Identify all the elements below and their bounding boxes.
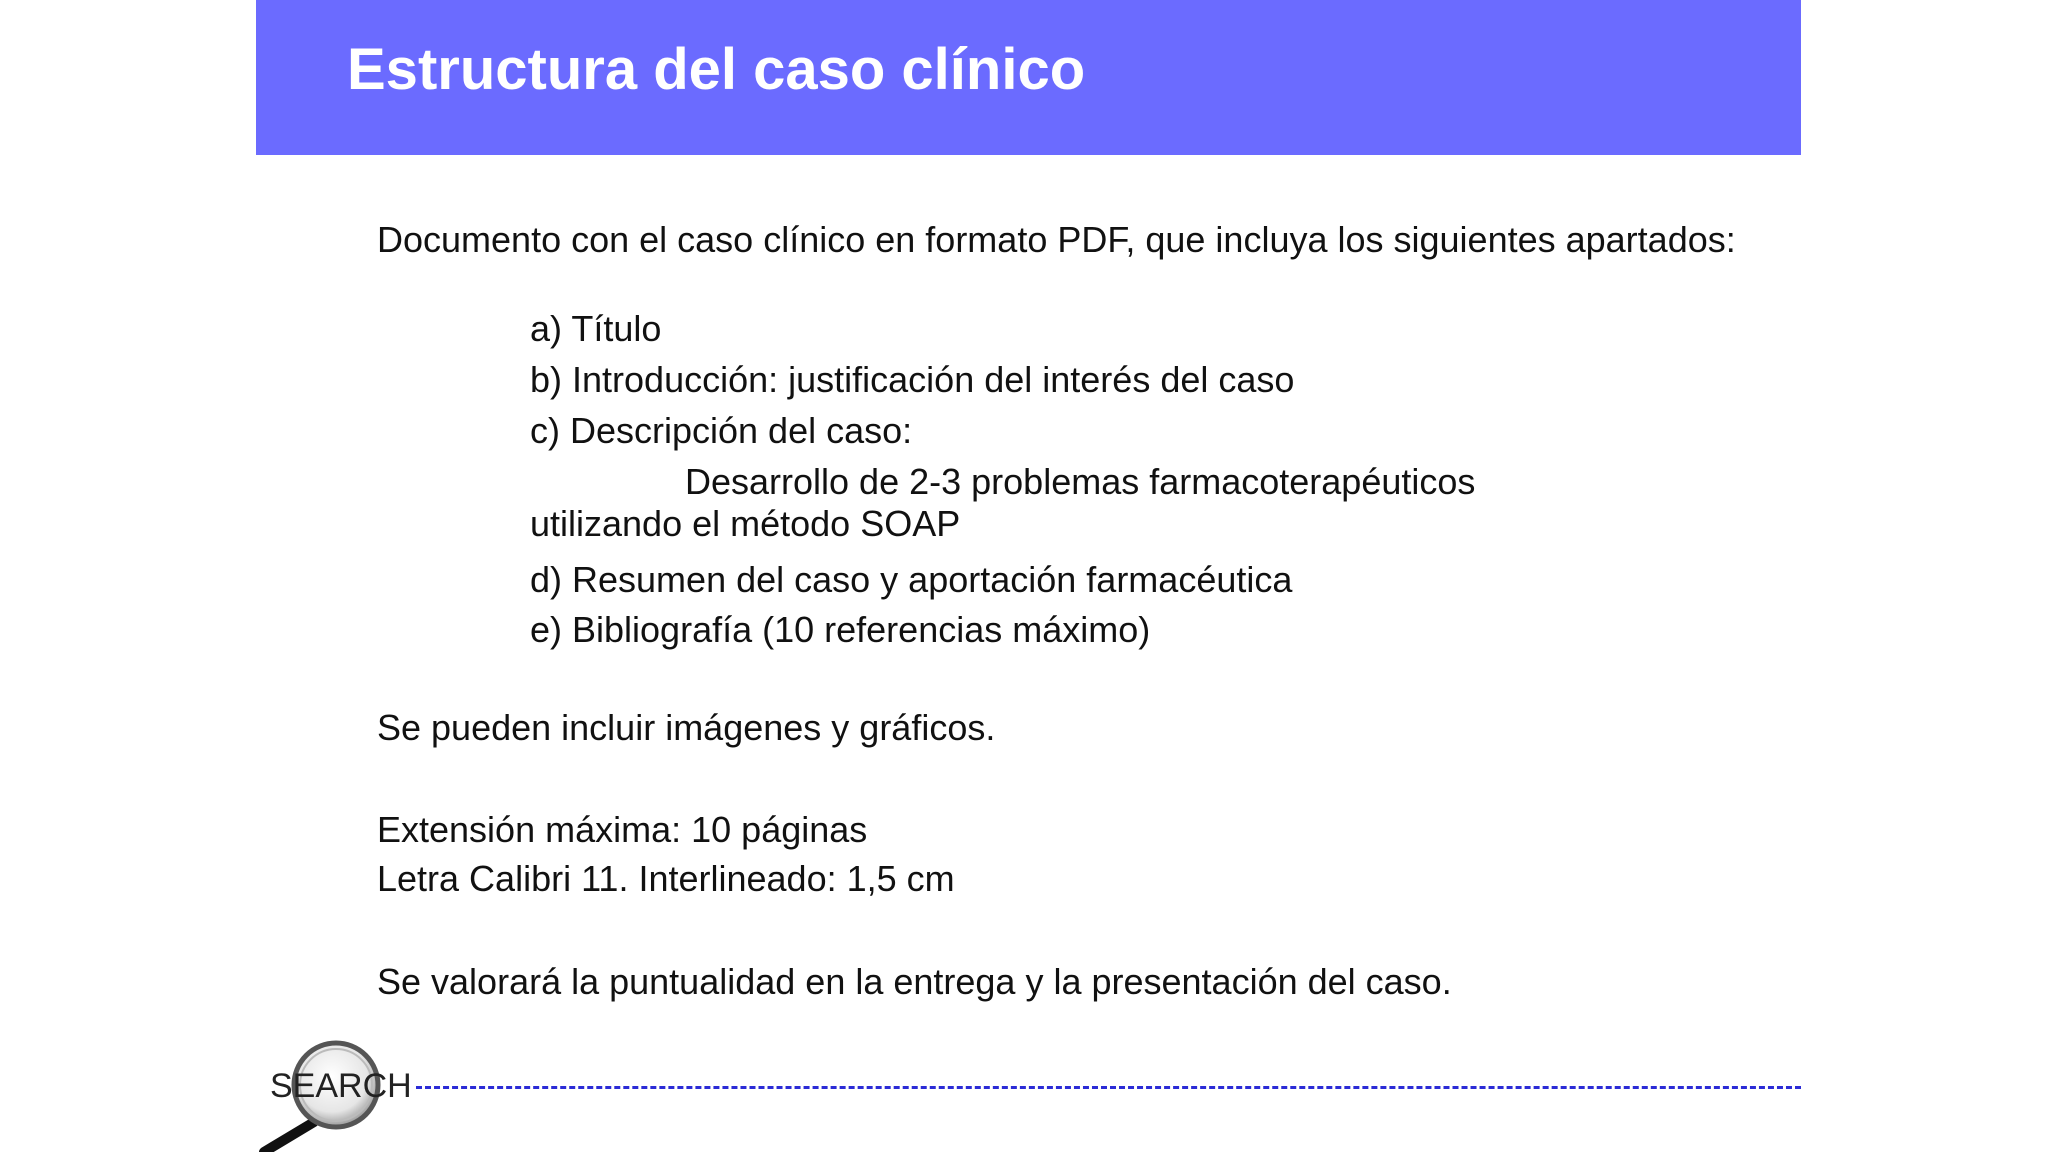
- slide-title: Estructura del caso clínico: [347, 37, 1086, 102]
- list-item-b: b) Introducción: justificación del interés del caso: [530, 359, 1295, 400]
- search-logo-text: SEARCH: [270, 1067, 412, 1105]
- evaluation-note: Se valorará la puntualidad en la entrega y la presentación del caso.: [377, 961, 1452, 1002]
- footer-divider: [416, 1086, 1801, 1089]
- title-bar: [256, 0, 1801, 155]
- intro-paragraph: Documento con el caso clínico en formato PDF, que incluya los siguientes apartados:: [377, 219, 1736, 260]
- search-logo: [256, 1030, 416, 1152]
- list-item-c-detail-line2: utilizando el método SOAP: [530, 503, 961, 544]
- list-item-c-detail-line1: Desarrollo de 2-3 problemas farmacoterapéuticos: [685, 461, 1476, 502]
- font-note: Letra Calibri 11. Interlineado: 1,5 cm: [377, 858, 955, 899]
- images-note: Se pueden incluir imágenes y gráficos.: [377, 707, 996, 748]
- list-item-a: a) Título: [530, 308, 662, 349]
- list-item-e: e) Bibliografía (10 referencias máximo): [530, 609, 1151, 650]
- list-item-d: d) Resumen del caso y aportación farmacéutica: [530, 559, 1293, 600]
- slide: [256, 0, 1801, 1152]
- list-item-c: c) Descripción del caso:: [530, 410, 913, 451]
- extension-note: Extensión máxima: 10 páginas: [377, 809, 868, 850]
